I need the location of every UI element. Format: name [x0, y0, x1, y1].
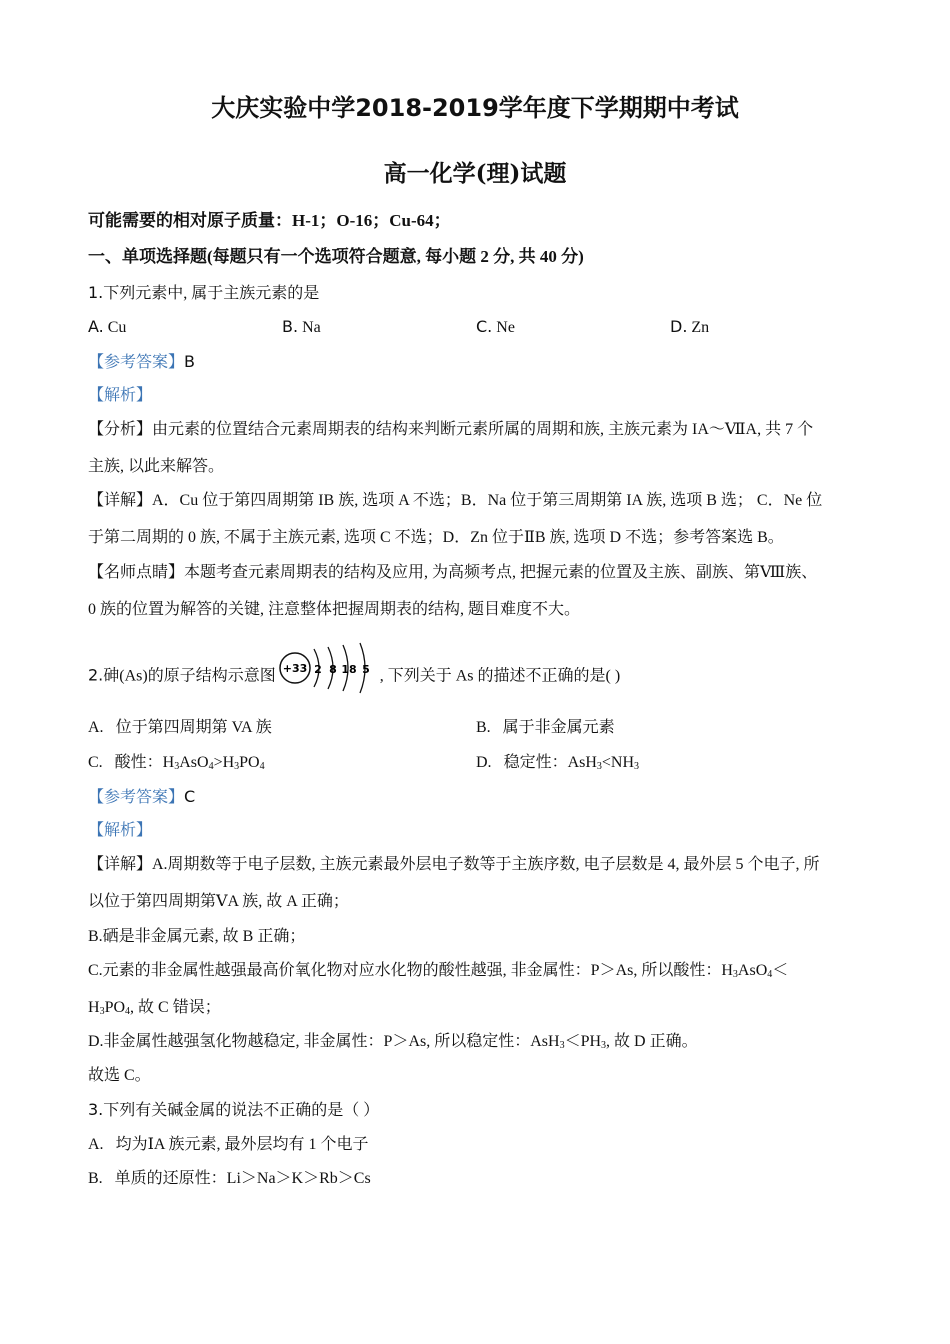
q1-analysis-line: 【分析】由元素的位置结合元素周期表的结构来判断元素所属的周期和族, 主族元素为 IA～ⅦA, 共 7 个	[88, 421, 814, 438]
q1-analysis-label: 【解析】	[88, 387, 153, 404]
question-number: 1.	[88, 283, 104, 302]
q2-conclusion: 故选 C。	[88, 1067, 151, 1084]
exam-title: 大庆实验中学2018-2019学年度下学期期中考试	[211, 94, 739, 122]
arsenic-atom-diagram	[278, 639, 378, 697]
q2-detail-line: $H_3PO_4$, 故 C 错误；	[88, 999, 221, 1017]
question-number: 2.	[88, 665, 104, 685]
q2-option-c: C. 酸性：$H_3AsO_4>H_3PO_4$	[88, 754, 265, 772]
nucleus-charge: +33	[282, 662, 307, 675]
q1-option-d: D. Zn	[670, 317, 710, 336]
q2-detail-line: B.硒是非金属元素, 故 B 正确；	[88, 928, 306, 945]
q3-option-b: B. 单质的还原性：Li＞Na＞K＞Rb＞Cs	[88, 1170, 371, 1187]
q1-tip-line: 0 族的位置为解答的关键, 注意整体把握周期表的结构, 题目难度不大。	[88, 601, 581, 618]
question-stem: 下列元素中, 属于主族元素的是	[103, 285, 320, 302]
question-stem: 下列有关碱金属的说法不正确的是（ ）	[103, 1102, 380, 1119]
question-1	[88, 282, 319, 305]
q1-option-b: B. Na	[282, 317, 321, 336]
q2-analysis-label: 【解析】	[88, 822, 153, 839]
q1-option-c: C. Ne	[476, 317, 515, 336]
q1-detail-line: 于第二周期的 0 族, 不属于主族元素, 选项 C 不选；D．Zn 位于ⅡB 族, 选项 D 不选；参考答案选 B。	[88, 529, 784, 546]
q2-detail-line: 以位于第四周期第ⅤA 族, 故 A 正确；	[88, 893, 349, 910]
q2-detail-line: D.非金属性越强氢化物越稳定, 非金属性：P＞As, 所以稳定性：$AsH_3<PH_3$, 故 D 正确。	[88, 1033, 698, 1051]
q2-option-d: D. 稳定性：$AsH_3<NH_3$	[476, 754, 640, 772]
question-stem: 砷(As)的原子结构示意图	[103, 667, 276, 685]
q3-option-a: A. 均为ⅠA 族元素, 最外层均有 1 个电子	[88, 1136, 369, 1153]
shell-electron-count: 18	[341, 663, 357, 676]
atomic-masses-note: 可能需要的相对原子质量：H-1；O-16；Cu-64；	[88, 211, 451, 230]
question-number: 3.	[88, 1100, 104, 1119]
q1-tip-line: 【名师点睛】本题考查元素周期表的结构及应用, 为高频考点, 把握元素的位置及主族、副族、第Ⅷ族、	[88, 564, 818, 581]
section-heading: 一、单项选择题(每题只有一个选项符合题意, 每小题 2 分, 共 40 分)	[88, 247, 584, 266]
q2-option-b: B. 属于非金属元素	[476, 719, 615, 736]
q1-detail-line: 【详解】A．Cu 位于第四周期第 IB 族, 选项 A 不选；B．Na 位于第三周期第 IA 族, 选项 B 选； C．Ne 位	[88, 492, 823, 509]
q2-option-a: A. 位于第四周期第 VA 族	[88, 719, 272, 736]
question-2	[88, 657, 620, 697]
exam-subtitle: 高一化学(理)试题	[383, 160, 567, 187]
shell-electron-count: 8	[328, 663, 337, 676]
q2-detail-line: C.元素的非金属性越强最高价氧化物对应水化物的酸性越强, 非金属性：P＞As, 所以酸性：$H_3AsO_4<$	[88, 962, 789, 980]
q2-answer: 【参考答案】C	[88, 787, 196, 806]
q1-answer: 【参考答案】B	[88, 352, 195, 371]
shell-electron-count: 5	[361, 663, 370, 676]
q1-analysis-line: 主族, 以此来解答。	[88, 458, 225, 475]
q2-detail-line: 【详解】A.周期数等于电子层数, 主族元素最外层电子数等于主族序数, 电子层数是 4, 最外层 5 个电子, 所	[88, 856, 820, 873]
shell-electron-count: 2	[313, 663, 322, 676]
question-stem-tail: , 下列关于 As 的描述不正确的是( )	[379, 667, 621, 685]
q1-option-a: A. Cu	[88, 317, 127, 336]
question-3	[88, 1099, 379, 1122]
